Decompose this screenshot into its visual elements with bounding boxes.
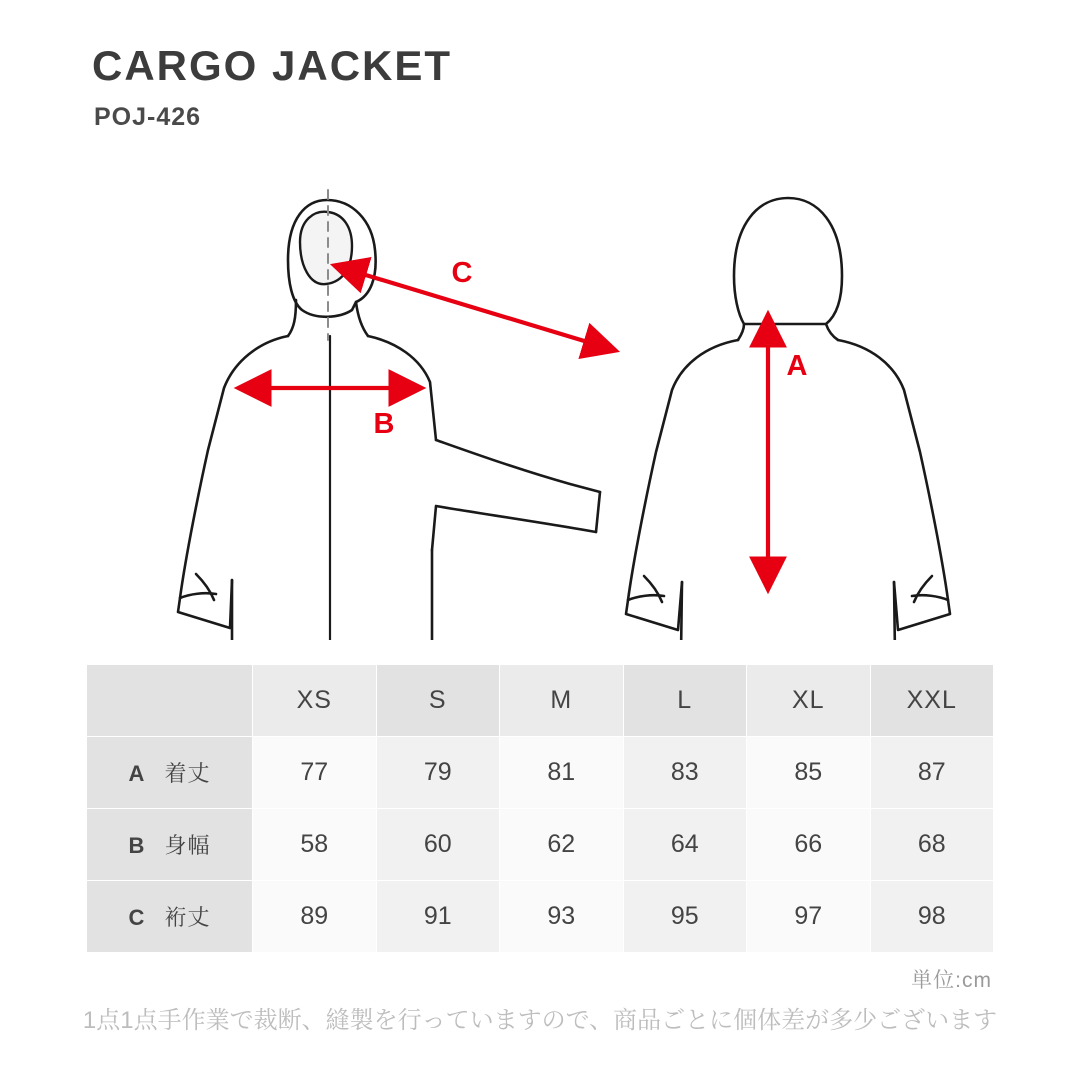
table-row <box>87 809 994 881</box>
cell-c-m: 93 <box>500 881 624 953</box>
measure-label-c: C <box>451 257 473 289</box>
measure-label-b: B <box>373 408 395 440</box>
cell-b-l: 64 <box>623 809 747 881</box>
cell-a-xs: 77 <box>253 737 377 809</box>
cell-c-xl: 97 <box>747 881 871 953</box>
garment-diagram <box>0 150 1080 640</box>
row-name-b: 身幅 <box>164 833 211 858</box>
cell-a-s: 79 <box>376 737 500 809</box>
table-header-xs: XS <box>253 665 377 737</box>
table-header-corner <box>87 665 253 737</box>
page-title: CARGO JACKET <box>92 42 453 89</box>
cell-c-l: 95 <box>623 881 747 953</box>
cell-b-xl: 66 <box>747 809 871 881</box>
row-label-a <box>87 737 253 809</box>
row-code-a: A <box>128 761 146 786</box>
row-name-a: 着丈 <box>164 761 211 786</box>
cell-a-l: 83 <box>623 737 747 809</box>
cell-b-s: 60 <box>376 809 500 881</box>
cell-c-xxl: 98 <box>870 881 994 953</box>
cell-a-xxl: 87 <box>870 737 994 809</box>
table-header-row <box>87 665 994 737</box>
unit-note: 単位:cm <box>911 969 992 992</box>
table-header-s: S <box>376 665 500 737</box>
table-header-m: M <box>500 665 624 737</box>
cell-a-xl: 85 <box>747 737 871 809</box>
table-row <box>87 737 994 809</box>
garment-diagram-svg <box>0 150 1080 640</box>
back-view <box>626 198 950 640</box>
row-label-c <box>87 881 253 953</box>
cell-b-xs: 58 <box>253 809 377 881</box>
cell-c-xs: 89 <box>253 881 377 953</box>
row-code-c: C <box>128 905 146 930</box>
cell-a-m: 81 <box>500 737 624 809</box>
size-table <box>86 664 994 953</box>
cell-c-s: 91 <box>376 881 500 953</box>
cell-b-m: 62 <box>500 809 624 881</box>
table-header-xxl: XXL <box>870 665 994 737</box>
product-code: POJ-426 <box>94 103 202 131</box>
row-name-c: 裄丈 <box>164 905 211 930</box>
table-row <box>87 881 994 953</box>
table-header-xl: XL <box>747 665 871 737</box>
measure-label-a: A <box>786 350 808 382</box>
table-header-l: L <box>623 665 747 737</box>
disclaimer-text: 1点1点手作業で裁断、縫製を行っていますので、商品ごとに個体差が多少ございます <box>82 1007 998 1034</box>
row-code-b: B <box>128 833 146 858</box>
row-label-b <box>87 809 253 881</box>
cell-b-xxl: 68 <box>870 809 994 881</box>
